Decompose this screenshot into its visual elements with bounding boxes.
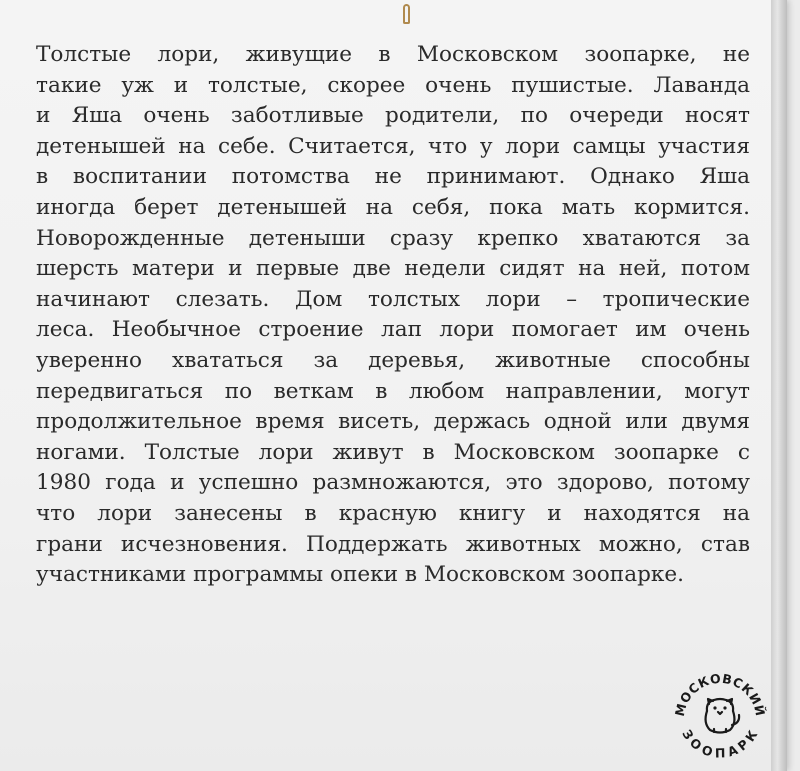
hanging-hook-icon xyxy=(403,4,410,24)
text-line: иногда берет детенышей на себя, пока мать кормится. xyxy=(36,194,750,220)
text-line: 1980 года и успешно размножаются, это здорово, потому xyxy=(36,470,750,496)
text-line: продолжительное время висеть, держась одной или двумя xyxy=(36,409,750,435)
text-line: ногами. Толстые лори живут в Московском зоопарке с xyxy=(36,439,750,465)
sign-body-text xyxy=(36,40,750,591)
text-line: такие уж и толстые, скорее очень пушистые. Лаванда xyxy=(36,72,750,98)
sign-edge xyxy=(771,0,787,771)
logo-bottom-text: ЗООПАРК xyxy=(679,726,761,761)
logo-top-text: МОСКОВСКИЙ xyxy=(671,670,769,718)
text-line: что лори занесены в красную книгу и находятся на xyxy=(36,500,750,526)
text-line: Толстые лори, живущие в Московском зоопарке, не xyxy=(36,42,750,67)
text-line: в воспитании потомства не принимают. Однако Яша xyxy=(36,164,750,190)
text-line: уверенно хвататься за деревья, животные способны xyxy=(36,347,750,373)
text-line: леса. Необычное строение лап лори помогает им очень xyxy=(36,317,750,343)
text-line: участниками программы опеки в Московском зоопарке. xyxy=(36,562,685,588)
text-line: и Яша очень заботливые родители, по очереди носят xyxy=(36,103,750,129)
text-line: передвигаться по веткам в любом направлении, могут xyxy=(36,378,750,404)
text-line: Новорожденные детеныши сразу крепко хватаются за xyxy=(36,225,750,251)
text-line: детенышей на себе. Считается, что у лори самцы участия xyxy=(36,133,750,159)
text-line: шерсть матери и первые две недели сидят на ней, потом xyxy=(36,256,750,282)
text-line: начинают слезать. Дом толстых лори – тропические xyxy=(36,286,750,312)
moscow-zoo-logo xyxy=(670,665,770,765)
manul-cat-icon xyxy=(706,699,740,733)
text-line: грани исчезновения. Поддержать животных можно, став xyxy=(36,531,750,557)
